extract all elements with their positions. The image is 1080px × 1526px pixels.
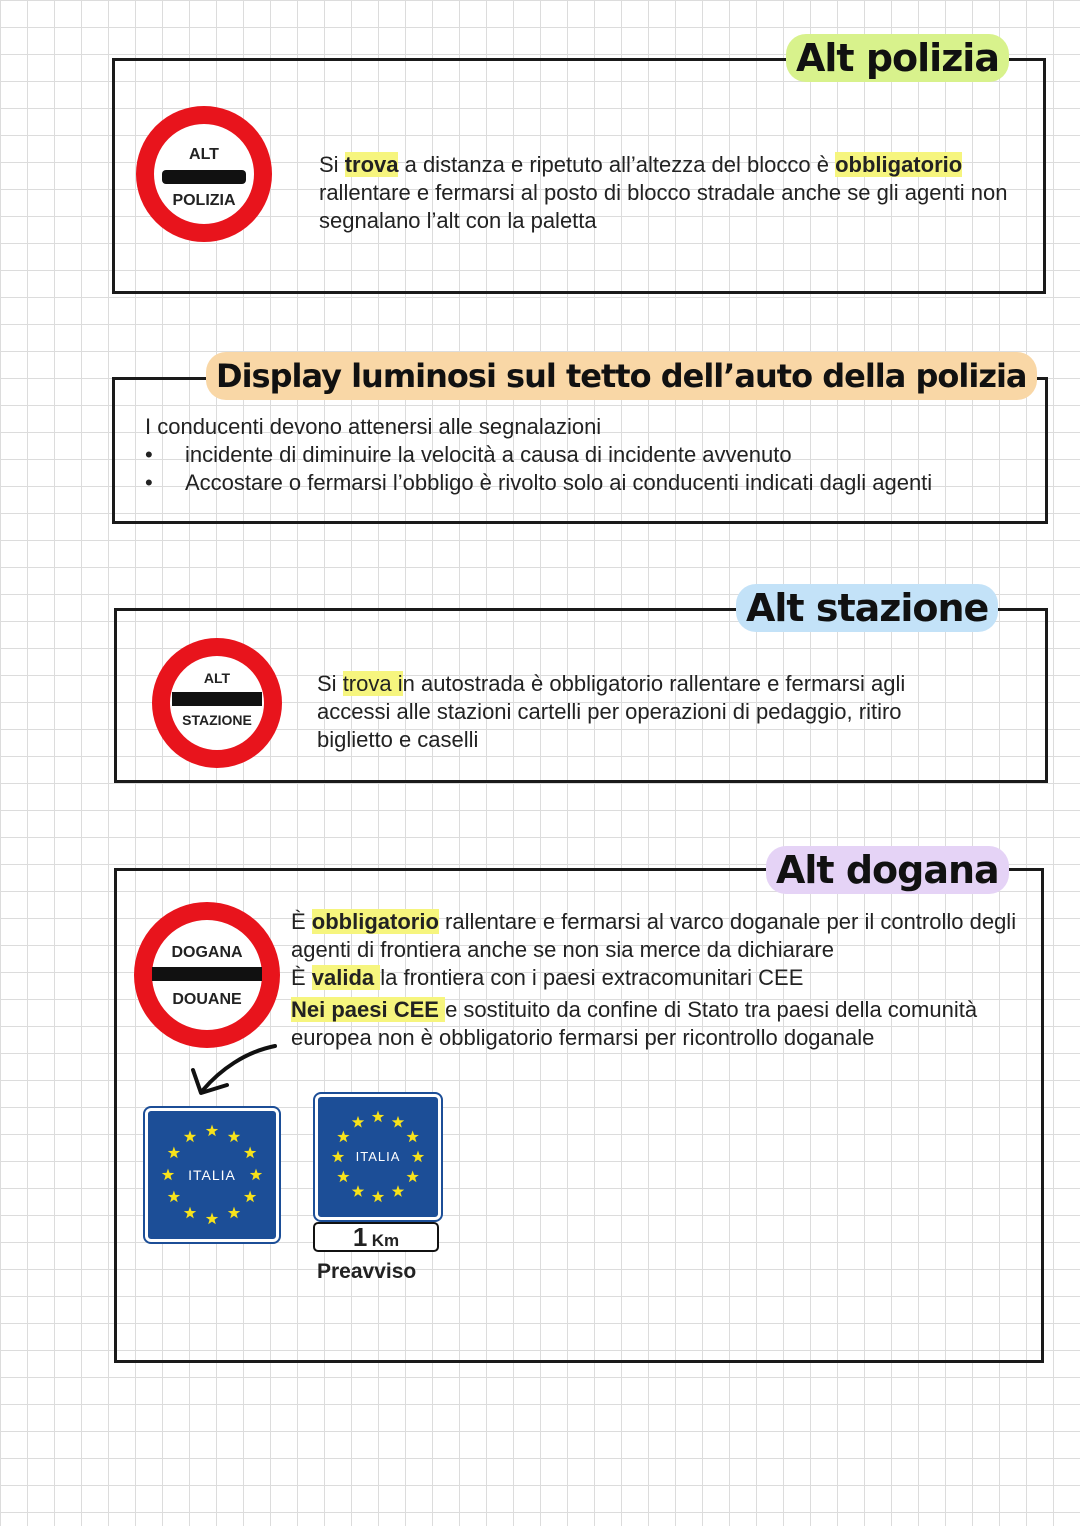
section-title-alt-polizia: Alt polizia (786, 34, 1009, 82)
sign-text-bottom: POLIZIA (172, 192, 236, 209)
text: e sostituito da confine di Stato tra paesi della comunità europea non è obbligatorio fermarsi per ricontrollo doganale (291, 997, 978, 1050)
star-icon (244, 1147, 256, 1159)
star-icon (372, 1191, 384, 1203)
star-icon (337, 1131, 349, 1143)
arrow-icon (185, 1040, 280, 1100)
star-icon (352, 1185, 364, 1197)
highlight: obbligatorio (835, 152, 963, 177)
star-icon (168, 1191, 180, 1203)
alt-stazione-sign (152, 638, 282, 768)
sign-bar (172, 692, 262, 706)
distance-unit: Km (371, 1231, 400, 1250)
display-text (145, 413, 1035, 497)
highlight: trova i (342, 671, 403, 696)
alt-polizia-sign (136, 106, 272, 242)
star-icon (392, 1116, 404, 1128)
paragraph (291, 908, 1031, 964)
star-icon (184, 1207, 196, 1219)
bullet-item: • incidente di diminuire la velocità a causa di incidente avvenuto (145, 442, 792, 467)
eu-sign-label: ITALIA (188, 1167, 236, 1183)
highlight: Nei paesi CEE (291, 997, 446, 1022)
distance-plate (313, 1222, 439, 1252)
sign-text-bottom: STAZIONE (182, 712, 252, 728)
text: n autostrada è obbligatorio rallentare e fermarsi agli accessi alle stazioni cartelli per operazioni di pedaggio, ritiro biglietto e caselli (317, 671, 906, 752)
section-title-alt-stazione: Alt stazione (736, 584, 998, 632)
text: È (291, 965, 312, 990)
distance-value: 1 (352, 1222, 368, 1252)
bullet-text: Accostare o fermarsi l’obbligo è rivolto solo ai conducenti indicati dagli agenti (185, 470, 933, 495)
paragraph (291, 996, 1031, 1052)
star-icon (407, 1131, 419, 1143)
highlight: obbligatorio (311, 909, 439, 934)
star-icon (372, 1111, 384, 1123)
section-title-display: Display luminosi sul tetto dell’auto della polizia (206, 352, 1037, 400)
text: Si (319, 152, 345, 177)
star-icon (184, 1130, 196, 1142)
sign-bar (162, 170, 246, 184)
bullet-item: • Accostare o fermarsi l’obbligo è rivolto solo ai conducenti indicati dagli agenti (145, 470, 933, 495)
star-icon (168, 1147, 180, 1159)
intro-text: I conducenti devono attenersi alle segnalazioni (145, 414, 602, 439)
bullet-text: incidente di diminuire la velocità a causa di incidente avvenuto (185, 442, 792, 467)
eu-border-sign-advance (315, 1094, 441, 1220)
sign-text-top: ALT (189, 146, 219, 163)
paragraph (291, 964, 1031, 992)
star-icon (206, 1125, 218, 1137)
alt-dogana-sign (134, 902, 280, 1048)
text: la frontiera con i paesi extracomunitari CEE (380, 965, 804, 990)
eu-sign-label: ITALIA (355, 1149, 401, 1164)
highlight: trova (344, 152, 399, 177)
star-icon (407, 1171, 419, 1183)
section-title-alt-dogana: Alt dogana (766, 846, 1009, 894)
highlight: valida (311, 965, 381, 990)
eu-border-sign (145, 1108, 279, 1242)
text: a distanza e ripetuto all’altezza del blocco è (398, 152, 836, 177)
alt-dogana-text (291, 908, 1031, 1052)
text: rallentare e fermarsi al posto di blocco stradale anche se gli agenti non segnalano l’alt con la paletta (319, 180, 1008, 233)
star-icon (244, 1191, 256, 1203)
star-icon (206, 1213, 218, 1225)
star-icon (337, 1171, 349, 1183)
preavviso-caption: Preavviso (317, 1260, 417, 1283)
alt-stazione-text (317, 670, 977, 754)
text: È (291, 909, 312, 934)
sign-text-bottom: DOUANE (172, 991, 242, 1008)
star-icon (228, 1207, 240, 1219)
sign-bar (152, 967, 262, 981)
star-icon (352, 1116, 364, 1128)
sign-text-top: ALT (203, 670, 231, 686)
sign-text-top: DOGANA (171, 944, 243, 961)
text: rallentare e fermarsi al varco doganale per il controllo degli agenti di frontiera anche se non sia merce da dichiarare (291, 909, 1017, 962)
alt-polizia-text (319, 151, 1034, 235)
text: Si (317, 671, 343, 696)
star-icon (392, 1185, 404, 1197)
star-icon (228, 1130, 240, 1142)
